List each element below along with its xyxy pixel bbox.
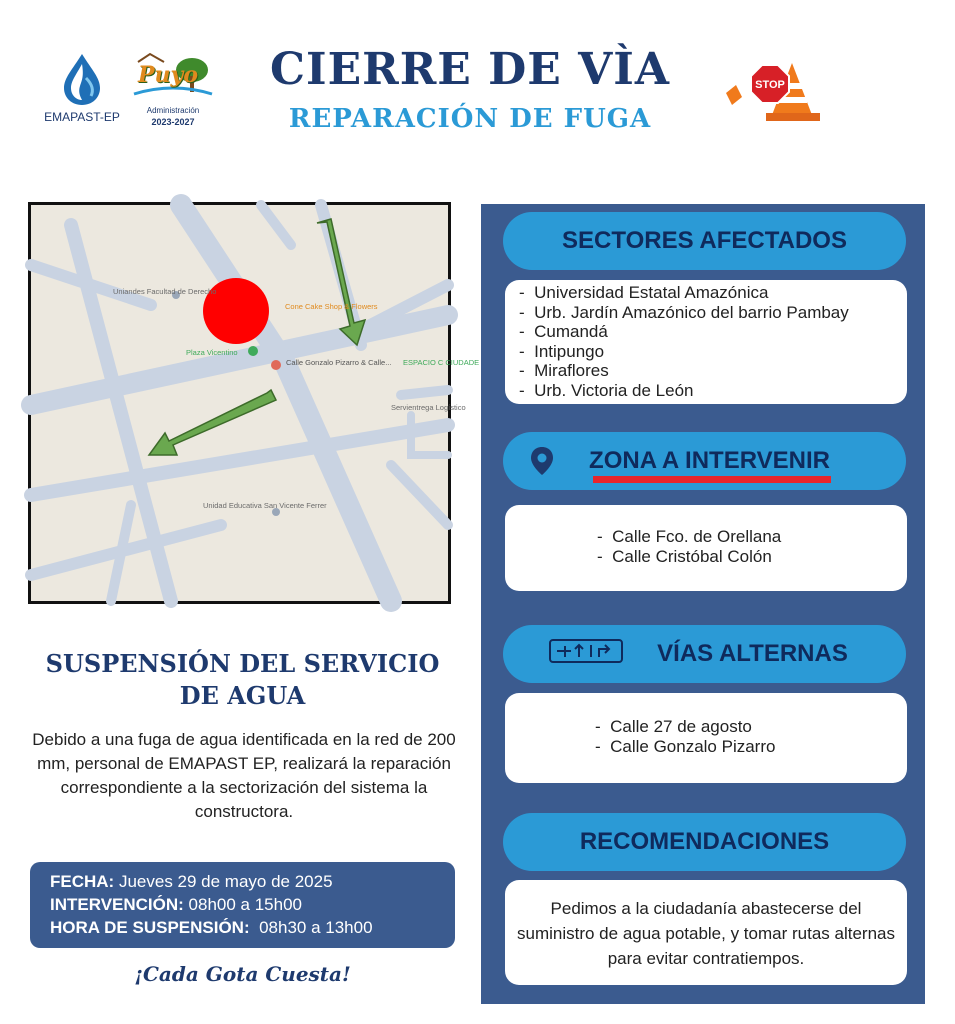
- puyo-logo: [130, 52, 216, 130]
- fecha-value: Jueves 29 de mayo de 2025: [118, 872, 333, 891]
- sectores-header: [503, 212, 906, 270]
- vias-header: [503, 625, 906, 683]
- schedule-box: [30, 862, 455, 948]
- puyo-logo-admin: Administración: [146, 106, 200, 115]
- zona-underline: [593, 476, 831, 483]
- list-item: - Universidad Estatal Amazónica: [519, 283, 769, 302]
- recomendaciones-text: Pedimos a la ciudadanía abastecerse del suministro de agua potable, y tomar rutas alternas para evitar contratiempos.: [517, 899, 895, 968]
- motto: ¡Cada Gota Cuesta!: [134, 962, 351, 986]
- recomendaciones-card: [505, 880, 907, 985]
- street-map-graphic: [31, 205, 480, 601]
- emapast-logo: [36, 48, 128, 130]
- list-item: - Calle Cristóbal Colón: [597, 547, 772, 566]
- map-label-calle-gp: Calle Gonzalo Pizarro & Calle...: [286, 358, 392, 367]
- map-label-cake: Cone Cake Shop & Flowers: [285, 302, 378, 311]
- sectores-title: SECTORES AFECTADOS: [562, 227, 847, 254]
- zona-card: [505, 505, 907, 591]
- hora-row: [50, 916, 455, 939]
- map-label-servientrega: Servientrega Logístico: [391, 403, 466, 412]
- stop-sign-text: STOP: [755, 79, 785, 91]
- list-item: - Miraflores: [519, 361, 609, 380]
- suspension-body: Debido a una fuga de agua identificada en la red de 200 mm, personal de EMAPAST EP, realizará la reparación correspondiente a la sectorización del sistema la constructora.: [32, 730, 456, 821]
- location-pin-icon: [529, 446, 555, 476]
- fecha-row: [50, 870, 455, 893]
- recomendaciones-header: [503, 813, 906, 871]
- intervencion-row: [50, 893, 455, 916]
- hora-value: 08h30 a 13h00: [259, 918, 373, 937]
- intervencion-label: INTERVENCIÓN:: [50, 895, 184, 914]
- vias-title: VÍAS ALTERNAS: [657, 640, 848, 667]
- suspension-title: [20, 648, 465, 712]
- vias-card: [505, 693, 907, 783]
- emapast-logo-text: EMAPAST-EP: [44, 110, 120, 124]
- intervencion-value: 08h00 a 15h00: [188, 895, 302, 914]
- road-sign-icon: [549, 639, 623, 665]
- sectores-card: [505, 280, 907, 404]
- street-map: [28, 202, 480, 604]
- zona-header: [503, 432, 906, 490]
- map-label-plaza: Plaza Vicentino: [186, 348, 238, 357]
- list-item: - Urb. Jardín Amazónico del barrio Pambay: [519, 302, 849, 322]
- stop-sign-icon: [722, 55, 822, 130]
- suspension-title-line1: SUSPENSIÓN DEL SERVICIO: [45, 649, 440, 678]
- page-subtitle: REPARACIÓN DE FUGA: [288, 104, 652, 134]
- list-item: - Intipungo: [519, 341, 605, 361]
- water-drop-icon: [36, 48, 128, 110]
- list-item: - Cumandá: [519, 322, 608, 341]
- list-item: - Urb. Victoria de León: [519, 380, 694, 400]
- list-item: - Calle Fco. de Orellana: [597, 527, 782, 546]
- detour-arrow-2: [149, 390, 276, 455]
- zona-title: ZONA A INTERVENIR: [589, 447, 830, 474]
- list-item: - Calle Gonzalo Pizarro: [595, 737, 776, 756]
- puyo-logo-word: Puyo: [138, 62, 198, 88]
- map-label-facultad: Uniandes Facultad de Derecho: [113, 287, 217, 296]
- fecha-label: FECHA:: [50, 872, 115, 891]
- page-title: CIERRE DE VÌA: [270, 44, 670, 95]
- map-label-espacio: ESPACIO C CIUDADE: [403, 358, 480, 367]
- hora-label: HORA DE SUSPENSIÓN:: [50, 918, 250, 937]
- suspension-title-line2: DE AGUA: [179, 681, 306, 710]
- recomendaciones-title: RECOMENDACIONES: [579, 828, 830, 855]
- map-label-unidad: Unidad Educativa San Vicente Ferrer: [203, 501, 327, 510]
- list-item: - Calle 27 de agosto: [595, 717, 752, 736]
- puyo-logo-years: 2023-2027: [151, 117, 195, 127]
